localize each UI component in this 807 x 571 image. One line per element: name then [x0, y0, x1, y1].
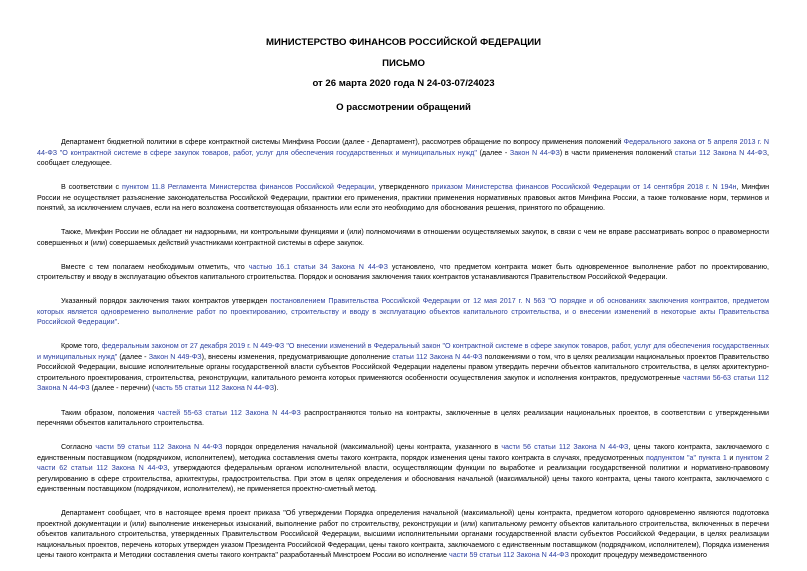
link-article-34-part-16-1[interactable]: частью 16.1 статьи 34 Закона N 44-ФЗ	[248, 262, 388, 271]
link-law-44fz-short[interactable]: Закон N 44-ФЗ	[509, 148, 560, 157]
link-law-449fz[interactable]: федеральным законом от 27 декабря 2019 г. N 449-ФЗ "О внесении изменений в Федеральный закон "О контрактной системе в сфере закупок товаров, работ, услуг для обеспечения государственных и муниципальных нужд"	[37, 342, 770, 361]
paragraph-8	[37, 442, 769, 495]
text-run: , утверждаются федеральным органом исполнительной власти, осуществляющим функции по выработке и реализации государственной политики и нормативно-правовому регулированию в сфере строительства, архитектуры, градостроительства. При этом в целях определения и обоснования начальной (максимальной) цены такого контракта, цены такого контракта, заключаемого с единственным поставщиком (подрядчиком, исполнителем), не применяется проектно-сметный метод.	[37, 464, 769, 494]
paragraph-9	[37, 508, 769, 561]
link-part-59[interactable]: части 59 статьи 112 Закона N 44-ФЗ	[95, 443, 223, 452]
link-parts-55-63[interactable]: частей 55-63 статьи 112 Закона N 44-ФЗ	[157, 408, 301, 417]
text-run: Вместе с тем полагаем необходимым отметить, что	[61, 262, 249, 271]
link-article-112[interactable]: статьи 112 Закона N 44-ФЗ	[392, 352, 483, 361]
text-run: Также, Минфин России не обладает ни надзорными, ни контрольными функциями и (или) полномочиями в отношении осуществляемых закупок, в связи с чем не вправе рассматривать вопрос о правомерности совершенных и (или) совершаемых действий участниками контрактной системы в сфере закупок.	[37, 228, 769, 247]
text-run: Указанный порядок заключения таких контрактов утвержден	[61, 297, 271, 306]
text-run: распространяются только на контракты, заключенные в целях реализации национальных проектов, в соответствии с утвержденными перечнями объектов капитального строительства.	[37, 408, 770, 428]
text-run: , Минфин России не осуществляет разъяснение законодательства Российской Федерации, практики его применения, практики применения нормативных правовых актов Минфина России, а также толкование норм, терминов и понятий, за исключением случаев, если на него возложена соответствующая обязанность или если это необходимо для обоснования решения, принятого по обращению.	[37, 183, 770, 213]
link-part-56[interactable]: части 56 статьи 112 Закона N 44-ФЗ	[501, 443, 629, 452]
text-run: В соответствии с	[61, 183, 122, 192]
text-run: проходит процедуру межведомственного	[568, 551, 708, 560]
link-law-449fz-short[interactable]: Закон N 449-ФЗ	[148, 352, 202, 361]
link-order-194n[interactable]: приказом Министерства финансов Российской Федерации от 14 сентября 2018 г. N 194н	[431, 183, 737, 192]
link-parts-56-63[interactable]: частями 56-63 статьи 112 Закона N 44-ФЗ	[37, 373, 769, 393]
link-part-55[interactable]: часть 55 статьи 112 Закона N 44-ФЗ	[154, 384, 275, 393]
text-run: (далее - перечни) (	[89, 384, 155, 393]
paragraph-1	[37, 137, 769, 169]
text-run: ).	[274, 384, 279, 393]
paragraph-5	[37, 296, 769, 328]
paragraph-7	[37, 408, 769, 429]
text-run: Департамент сообщает, что в настоящее время проект приказа "Об утверждении Порядка определения начальной (максимальной) цены контракта, предметом которого одновременно являются подготовка проектной документации и (или) выполнение инженерных изысканий, выполнение работ по строительству, реконструкции и (или) капитальному ремонту объектов капитального строительства, включенных в перечни объектов капитального строительства, утвержденных Правительством Российской Федерации, высшими исполнительными органами государственной власти субъектов Российской Федерации, в целях реализации национальных проектов, перечень которых утвержден указом Президента Российской Федерации, цены такого контракта, заключаемого с единственным поставщиком (подрядчиком, исполнителем), Порядка изменения цены такого контракта и Методики составления сметы такого контракта" разработанный Минстроем России во исполнение	[37, 509, 769, 560]
text-run: Департамент бюджетной политики в сфере контрактной системы Минфина России (далее - Департамент), рассмотрев обращение по вопросу применения положений	[61, 138, 624, 146]
text-run: Согласно	[61, 443, 96, 452]
text-run: (далее -	[476, 148, 510, 157]
link-reglament-11-8[interactable]: пунктом 11.8 Регламента Министерства финансов Российской Федерации	[121, 183, 375, 192]
text-run: положениями о том, что в целях реализации национальных проектов Правительство Российской Федерации, высшие исполнительные органы государственной власти субъектов Российской Федерации наделены правом утвердить перечни объектов капитального строительства, в целях архитектурно-строительного проектирования, строительства, реконструкции, капитального ремонта которых применяются особенности осуществления закупок и исполнения контрактов, предусмотренные	[37, 352, 769, 382]
text-run: установлено, что предметом контракта может быть одновременное выполнение работ по проектированию, строительству и вводу в эксплуатацию объектов капитального строительства. Порядок и основания заключения таких контрактов устанавливаются Правительством Российской Федерации.	[37, 262, 770, 282]
link-law-44fz[interactable]: Федерального закона от 5 апреля 2013 г. N 44-ФЗ "О контрактной системе в сфере закупок товаров, работ, услуг для обеспечения государственных и муниципальных нужд"	[37, 138, 769, 157]
paragraph-3	[37, 227, 769, 248]
document-subject: О рассмотрении обращений	[336, 102, 471, 113]
text-run: ) в части применения положений	[559, 148, 675, 157]
text-run: (далее -	[117, 352, 149, 361]
text-run: порядок определения начальной (максимальной) цены контракта, указанного в	[222, 443, 502, 452]
link-part-59[interactable]: части 59 статьи 112 Закона N 44-ФЗ	[448, 551, 569, 560]
link-subpoint-a-point-1[interactable]: подпунктом "а" пункта 1	[645, 453, 727, 462]
letter-body	[37, 137, 769, 571]
paragraph-2	[37, 182, 769, 214]
text-run: Кроме того,	[61, 342, 102, 351]
ministry-heading: МИНИСТЕРСТВО ФИНАНСОВ РОССИЙСКОЙ ФЕДЕРАЦИИ	[265, 37, 542, 48]
paragraph-6	[37, 341, 769, 394]
link-point-2-part-62[interactable]: пунктом 2 части 62 статьи 112 Закона N 44-ФЗ	[37, 453, 769, 473]
link-article-112[interactable]: статьи 112 Закона N 44-ФЗ	[674, 148, 768, 157]
link-resolution-563[interactable]: постановлением Правительства Российской Федерации от 12 мая 2017 г. N 563 "О порядке и об основаниях заключения контрактов, предметом которых является одновременно выполнение работ по проектированию, строительству и вводу в эксплуатацию объектов капитального строительства, и о внесении изменений в некоторые акты Правительства Российской Федерации"	[37, 297, 769, 327]
text-run: , утвержденного	[374, 183, 432, 192]
text-run: .	[117, 318, 120, 327]
document-date-number: от 26 марта 2020 года N 24-03-07/24023	[312, 78, 495, 89]
text-run: , цены такого контракта, заключаемого с единственным поставщиком (подрядчиком, исполнителем), методика составления сметы такого контракта, порядок изменения цены такого контракта в случаях, предусмотренных	[37, 443, 770, 462]
text-run: , сообщает следующее.	[37, 148, 769, 167]
document-type-heading: ПИСЬМО	[382, 58, 425, 69]
text-run: Таким образом, положения	[61, 408, 158, 417]
text-run: ), внесены изменения, предусматривающие дополнение	[201, 352, 393, 361]
paragraph-4	[37, 262, 769, 283]
text-run: и	[726, 453, 736, 462]
